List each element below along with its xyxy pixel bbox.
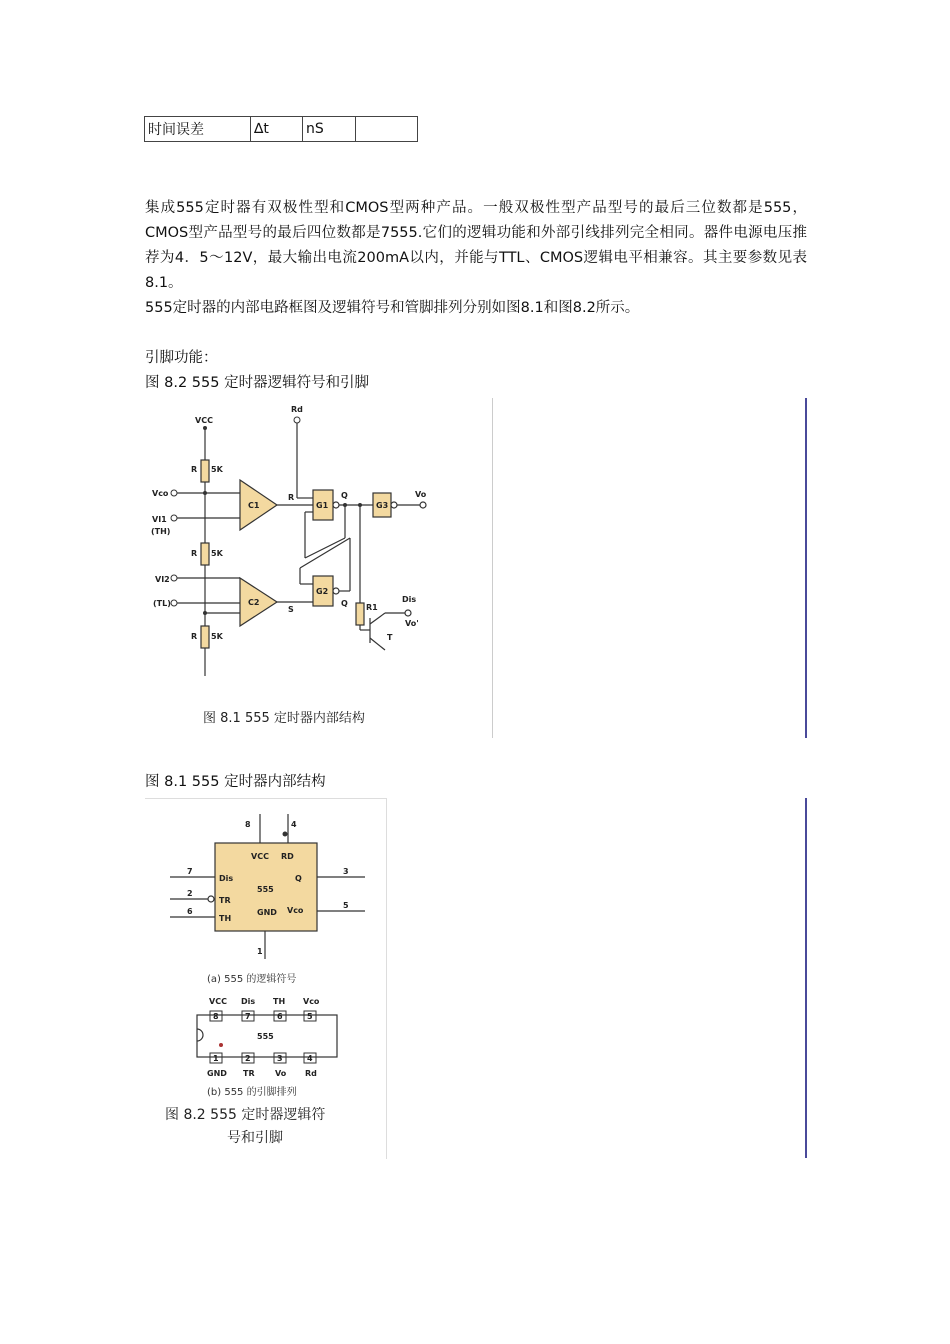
label-r1: R1 <box>366 603 378 612</box>
pkg-bottom-label: TR <box>243 1069 255 1078</box>
label-q: Q <box>341 491 348 500</box>
pkg-bottom-num: 4 <box>307 1054 313 1063</box>
left-pin-7: 7 <box>187 867 193 876</box>
intro-paragraph: 集成555定时器有双极性型和CMOS型两种产品。一般双极性型产品型号的最后三位数都是555，CMOS型产品型号的最后四位数都是7555.它们的逻辑功能和外部引线排列完全相同。器件电源电压推荐为4．5～12V，最大输出电流200mA以内，并能与TTL、CMOS逻辑电平相兼容。其主要参数见表8.1。 <box>145 200 807 291</box>
params-table <box>144 116 418 142</box>
inner-q: Q <box>295 874 302 883</box>
pkg-top-num: 5 <box>307 1012 313 1021</box>
fig1-title: 图 8.1 555 定时器内部结构 <box>145 774 326 790</box>
inner-tr: TR <box>219 896 231 905</box>
label-g2: G2 <box>316 587 329 596</box>
label-5k: 5K <box>211 632 223 641</box>
left-pin-2: 2 <box>187 889 193 898</box>
label-5k: 5K <box>211 465 223 474</box>
label-r: R <box>191 465 198 474</box>
table-row <box>145 117 418 142</box>
bottom-pin-1: 1 <box>257 947 263 956</box>
pkg-bottom-num: 2 <box>245 1054 251 1063</box>
inner-rd: RD <box>281 852 294 861</box>
label-t: T <box>387 633 393 642</box>
divider-line <box>805 798 807 1158</box>
label-vi1: VI1 <box>152 515 167 524</box>
fig2-diagram <box>145 799 386 1159</box>
label-c2: C2 <box>248 598 260 607</box>
fig1-caption: 图 8.1 555 定时器内部结构 <box>203 711 365 726</box>
label-vi2: VI2 <box>155 575 170 584</box>
fig2-title: 图 8.2 555 定时器逻辑符号和引脚 <box>145 375 370 391</box>
label-qbar: Q <box>341 599 348 608</box>
table-cell: ∆t <box>251 117 303 142</box>
fig2-sub-b: (b) 555 的引脚排列 <box>207 1087 297 1098</box>
label-g1: G1 <box>316 501 329 510</box>
fig2-image <box>145 798 387 1159</box>
left-pin-6: 6 <box>187 907 193 916</box>
label-vco: Vco <box>152 489 169 498</box>
pkg-top-label: VCC <box>209 997 227 1006</box>
pkg-bottom-label: Vo <box>275 1069 287 1078</box>
pkg-top-label: Dis <box>241 997 256 1006</box>
table-cell: nS <box>303 117 356 142</box>
label-r: R <box>191 632 198 641</box>
inner-vcc: VCC <box>251 852 269 861</box>
pkg-bottom-num: 3 <box>277 1054 283 1063</box>
label-5k: 5K <box>211 549 223 558</box>
pin-function-label: 引脚功能： <box>145 350 218 366</box>
label-r: R <box>191 549 198 558</box>
fig1-image <box>145 398 493 738</box>
pkg-bottom-num: 1 <box>213 1054 219 1063</box>
label-vo: Vo <box>415 490 427 499</box>
pkg-chip-label: 555 <box>257 1032 274 1041</box>
right-pin-5: 5 <box>343 901 349 910</box>
top-pin-4: 4 <box>291 820 297 829</box>
label-c1: C1 <box>248 501 260 510</box>
fig2-sub-a: (a) 555 的逻辑符号 <box>207 974 297 985</box>
top-pin-8: 8 <box>245 820 251 829</box>
label-dis: Dis <box>402 595 417 604</box>
inner-gnd: GND <box>257 908 277 917</box>
fig2-caption-line1: 图 8.2 555 定时器逻辑符 <box>165 1107 326 1123</box>
label-tl: (TL) <box>153 599 171 608</box>
label-rd: Rd <box>291 405 303 414</box>
fig1-circuit <box>145 398 492 738</box>
label-g3: G3 <box>376 501 389 510</box>
table-cell <box>356 117 418 142</box>
pkg-top-num: 7 <box>245 1012 251 1021</box>
right-pin-3: 3 <box>343 867 349 876</box>
pkg-top-num: 8 <box>213 1012 219 1021</box>
divider-line <box>805 398 807 738</box>
figure-ref-paragraph: 555定时器的内部电路框图及逻辑符号和管脚排列分别如图8.1和图8.2所示。 <box>145 300 640 316</box>
inner-th: TH <box>219 914 232 923</box>
fig2-caption-line2: 号和引脚 <box>227 1130 283 1146</box>
table-cell: 时间误差 <box>145 117 251 142</box>
pkg-top-label: TH <box>273 997 286 1006</box>
label-th: (TH) <box>151 527 171 536</box>
chip-label: 555 <box>257 885 274 894</box>
pkg-bottom-label: GND <box>207 1069 227 1078</box>
pkg-top-num: 6 <box>277 1012 283 1021</box>
inner-dis: Dis <box>219 874 234 883</box>
label-rbar: R <box>288 493 295 502</box>
label-sbar: S <box>288 605 294 614</box>
pkg-bottom-label: Rd <box>305 1069 317 1078</box>
label-vo2: Vo' <box>405 619 419 628</box>
inner-vco: Vco <box>287 906 304 915</box>
label-vcc: VCC <box>195 416 213 425</box>
pkg-top-label: Vco <box>303 997 320 1006</box>
